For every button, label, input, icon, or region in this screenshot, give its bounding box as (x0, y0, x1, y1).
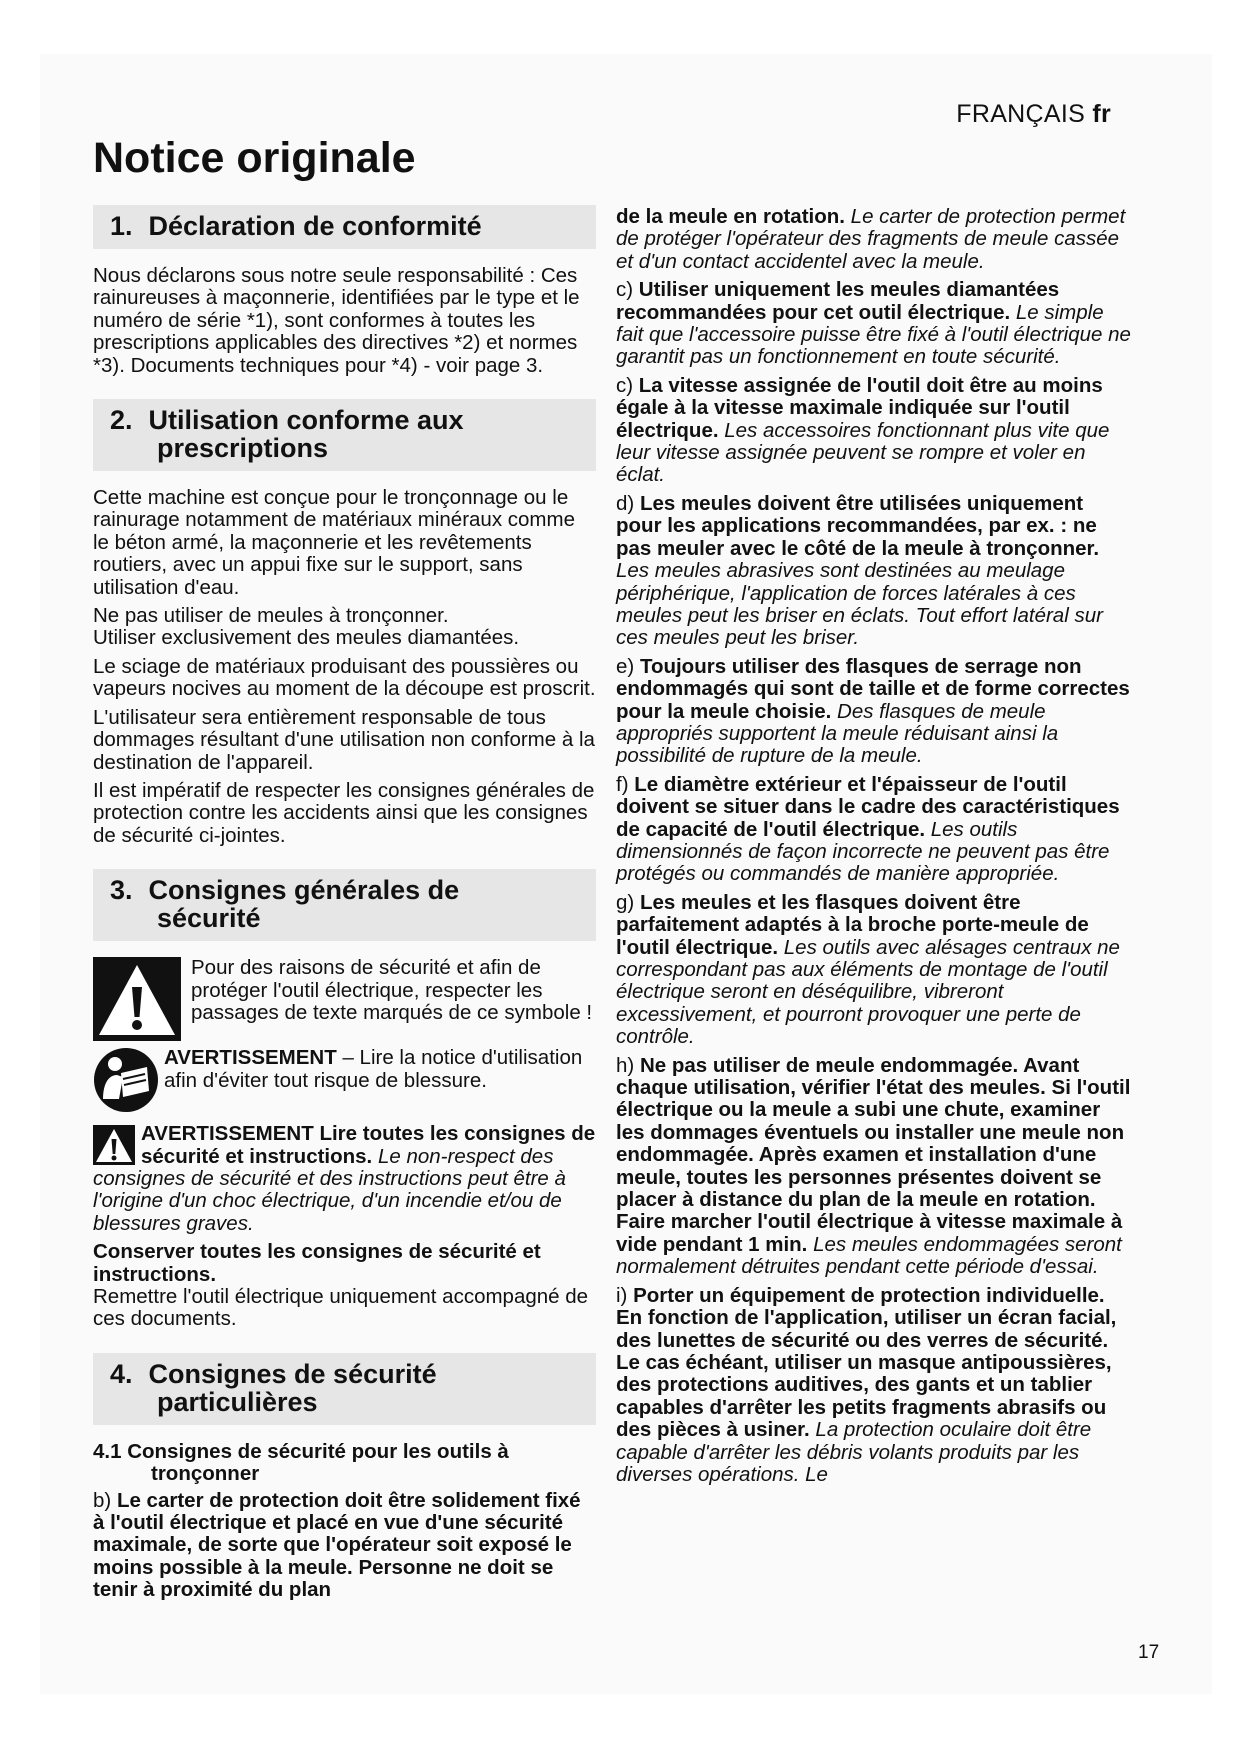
item-h-text: h) Ne pas utiliser de meule endommagée. Avant chaque utilisation, vérifier l'état des meules. Si l'outil électrique ou la meule a subi une chute, examiner les dommages éventuels ou installer une meule non endommagée. Après examen et installation d'une meule, toutes les personnes présentes doivent se placer à distance du plan de la meule en rotation. Faire marcher l'outil électrique à vitesse maximale à vide pendant 1 min. Les meules endommagées seront normalement détruites pendant cette période d'essai. (616, 1053, 1131, 1279)
harmful-dust-text: Le sciage de matériaux produisant des poussières ou vapeurs nocives au moment de la découpe est proscrit. (93, 654, 596, 701)
general-warning: AVERTISSEMENT Lire toutes les consignes de sécurité et instructions. Le non-respect des consignes de sécurité et des instructions peut être à l'origine d'un choc électrique, d'un incendie et/ou de blessures graves. (93, 1122, 596, 1235)
item-c1-text: c) Utiliser uniquement les meules diamantées recommandées pour cet outil électrique. Le simple fait que l'accessoire puisse être fixé à l'outil électrique ne garantit pas un fonctionnement en toute sécurité. (616, 278, 1131, 369)
no-cutting-discs-text: Ne pas utiliser de meules à tronçonner. Utiliser exclusivement des meules diamantées. (93, 604, 520, 650)
right-column (616, 206, 1132, 1492)
warning-small-icon (93, 1125, 135, 1165)
page-title: Notice originale (93, 134, 416, 182)
item-d-text: d) Les meules doivent être utilisées uniquement pour les applications recommandées, par ex. : ne pas meuler avec le côté de la meule à tronçonner. Les meules abrasives sont destinées au meulage périphérique, l'application de forces latérales à ces meules peut les briser en éclats. Tout effort latéral sur ces meules peut les briser. (616, 491, 1103, 650)
safety-symbol-notice: Pour des raisons de sécurité et afin de protéger l'outil électrique, respecter les passages de texte marqués de ce symbole ! (93, 957, 596, 1041)
keep-instructions-text: Conserver toutes les consignes de sécurité et instructions. Remettre l'outil électrique uniquement accompagné de ces documents. (93, 1240, 589, 1331)
item-f-text: f) Le diamètre extérieur et l'épaisseur de l'outil doivent se situer dans le cadre des caractéristiques de capacité de l'outil électrique. Les outils dimensionnés de façon incorrecte ne peuvent pas être protégés ou commandés de manière appropriée. (616, 772, 1120, 886)
section-4-heading: 4. Consignes de sécurité particulières (93, 1353, 596, 1425)
subsection-4-1-heading: 4.1 Consignes de sécurité pour les outils à tronçonner (93, 1439, 509, 1486)
left-column (93, 205, 596, 1608)
section-3-heading: 3. Consignes générales de sécurité (93, 869, 596, 941)
conformity-text: Nous déclarons sous notre seule responsabilité : Ces rainureuses à maçonnerie, identifiées par le type et le numéro de série *1), sont conformes à toutes les prescriptions applicables des directives *2) et normes *3). Documents techniques pour *4) - voir page 3. (93, 264, 580, 377)
read-manual-icon (93, 1047, 159, 1113)
accident-prevention-text: Il est impératif de respecter les consignes générales de protection contre les accidents ainsi que les consignes de sécurité ci-jointes. (93, 778, 595, 847)
item-e-text: e) Toujours utiliser des flasques de serrage non endommagés qui sont de taille et de forme correctes pour la meule choisie. Des flasques de meule appropriés supportent la meule réduisant ainsi la possibilité de rupture de la meule. (616, 654, 1130, 768)
read-warning-label: AVERTISSEMENT (164, 1046, 337, 1070)
item-b-text: b) Le carter de protection doit être solidement fixé à l'outil électrique et placé en vue d'une sécurité maximale, de sorte que l'opérateur soit exposé le moins possible à la meule. Personne ne doit se tenir à proximité du plan (93, 1488, 581, 1602)
item-i-text: i) Porter un équipement de protection individuelle. En fonction de l'application, utiliser un écran facial, des lunettes de sécurité ou des verres de sécurité. Le cas échéant, utiliser un masque antipoussières, des protections auditives, des gants et un tablier capables d'arrêter les petits fragments abrasifs ou des pièces à usiner. La protection oculaire doit être capable d'arrêter les débris volants produits par les diverses opérations. Le (616, 1283, 1117, 1486)
item-b-continuation: de la meule en rotation. Le carter de protection permet de protéger l'opérateur des fragments de meule cassée et d'un contact accidentel avec la meule. (616, 205, 1126, 273)
item-c2-text: c) La vitesse assignée de l'outil doit être au moins égale à la vitesse maximale indiquée sur l'outil électrique. Les accessoires fonctionnant plus vite que leur vitesse assignée peuvent se rompre et voler en éclat. (616, 373, 1110, 487)
page-number: 17 (1138, 1642, 1160, 1663)
warning-triangle-icon (93, 957, 181, 1041)
item-g-text: g) Les meules et les flasques doivent être parfaitement adaptés à la broche porte-meule de l'outil électrique. Les outils avec alésages centraux ne correspondant pas aux éléments de montage de l'outil électrique seront en déséquilibre, vibreront excessivement, et pourront provoquer une perte de contrôle. (616, 890, 1120, 1049)
user-responsibility-text: L'utilisateur sera entièrement responsable de tous dommages résultant d'une utilisation non conforme à la destination de l'appareil. (93, 705, 595, 774)
language-label: FRANÇAIS fr (956, 100, 1111, 128)
section-1-heading: 1. Déclaration de conformité (93, 205, 596, 249)
language-code: fr (1092, 100, 1111, 128)
section-2-heading: 2. Utilisation conforme aux prescriptions (93, 399, 596, 471)
intended-use-text: Cette machine est conçue pour le tronçonnage ou le rainurage notamment de matériaux minéraux comme le béton armé, la maçonnerie et les revêtements routiers, avec un appui fixe sur le support, sans utilisation d'eau. (93, 486, 575, 599)
read-manual-notice: AVERTISSEMENT – Lire la notice d'utilisation afin d'éviter tout risque de blessure. (93, 1047, 596, 1113)
